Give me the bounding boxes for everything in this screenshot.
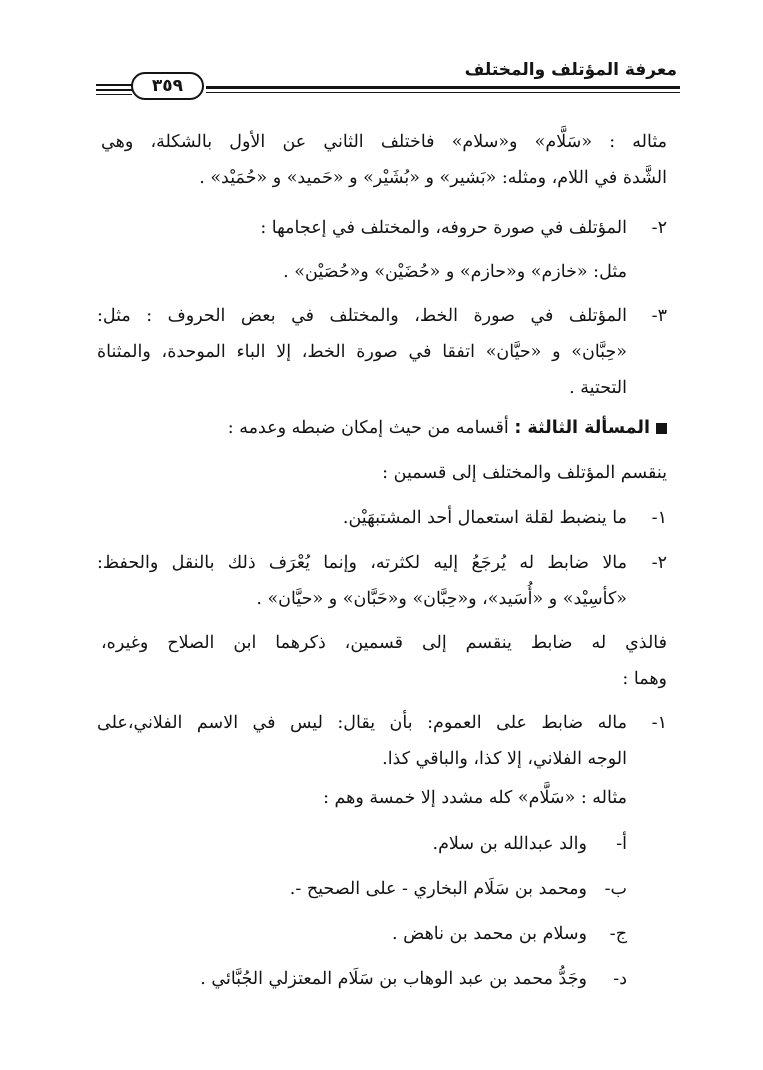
text-line: ماله ضابط على العموم: بأن يقال: ليس في الاسم الفلاني،على [97, 713, 627, 733]
text-line: وهما : [622, 669, 667, 689]
header-rule-thick [206, 86, 680, 89]
item-number: ١- [651, 713, 667, 733]
header-rule-left-2 [96, 89, 132, 91]
square-bullet-icon [656, 423, 667, 434]
text-line: مالا ضابط له يُرجَعُ إليه لكثرته، وإنما يُعْرَف ذلك بالنقل والحفظ: [97, 553, 627, 573]
list-item: وجَدُّ محمد بن عبد الوهاب بن سَلَام المعتزلي الجُبَّائي . [200, 969, 587, 989]
item-number: ٣- [651, 306, 667, 326]
item-number: ٢- [651, 218, 667, 238]
list-letter: د- [613, 969, 627, 989]
sub-example: مثاله : «سَلَّام» كله مشدد إلا خمسة وهم : [323, 788, 627, 808]
list-item: وسلام بن محمد بن ناهض . [392, 924, 587, 944]
running-title: معرفة المؤتلف والمختلف [464, 60, 677, 80]
page-number: ٣٥٩ [151, 76, 184, 96]
list-letter: ج- [609, 924, 627, 944]
text-line: فالذي له ضابط ينقسم إلى قسمين، ذكرهما ابن الصلاح وغيره، [101, 633, 667, 653]
list-item: ومحمد بن سَلَام البخاري - على الصحيح -. [289, 879, 587, 899]
page-number-badge [131, 72, 204, 100]
header-rule-thin [206, 92, 680, 93]
body-paragraph [101, 625, 667, 697]
item-paragraph [97, 705, 627, 777]
header-rule-left-3 [96, 94, 132, 95]
text-line: «كأسِيْد» و «أُسَيد»، و«حِبَّان» و«حَبَّان» و «حيَّان» . [256, 589, 627, 609]
text-line: المؤتلف في صورة الخط، والمختلف في بعض الحروف : مثل: [97, 306, 627, 326]
list-item: والد عبدالله بن سلام. [432, 834, 587, 854]
item-paragraph [97, 545, 627, 617]
item-text: ما ينضبط لقلة استعمال أحد المشتبهَيْن. [342, 508, 627, 528]
list-letter: ب- [604, 879, 627, 899]
item-number: ١- [651, 508, 667, 528]
text-line: التحتية . [569, 378, 627, 398]
item-example: مثل: «خازم» و«حازم» و «حُضَيْن» و«حُصَيْن» . [283, 262, 627, 282]
item-paragraph [97, 298, 627, 406]
item-number: ٢- [651, 553, 667, 573]
text-line: «حِبَّان» و «حيَّان» اتفقا في صورة الخط، إلا الباء الموحدة، والمثناة [97, 342, 627, 362]
header-rule-left-1 [96, 84, 132, 86]
item-text: المؤتلف في صورة حروفه، والمختلف في إعجامها : [260, 218, 627, 238]
text-line: الشَّدة في اللام، ومثله: «بَشير» و «بُشَيْر» و «حَميد» و «حُمَيْد» . [199, 168, 667, 188]
heading-label: المسألة الثالثة : [514, 418, 650, 438]
list-letter: أ- [616, 834, 627, 854]
intro-text: ينقسم المؤتلف والمختلف إلى قسمين : [382, 463, 667, 483]
section-heading [228, 410, 667, 446]
text-line: الوجه الفلاني، إلا كذا، والباقي كذا. [382, 749, 627, 769]
text-line: مثاله : «سَلَّام» و«سلام» فاختلف الثاني عن الأول بالشكلة، وهي [101, 132, 667, 152]
heading-text: أقسامه من حيث إمكان ضبطه وعدمه : [227, 418, 509, 438]
example-paragraph [101, 124, 667, 196]
